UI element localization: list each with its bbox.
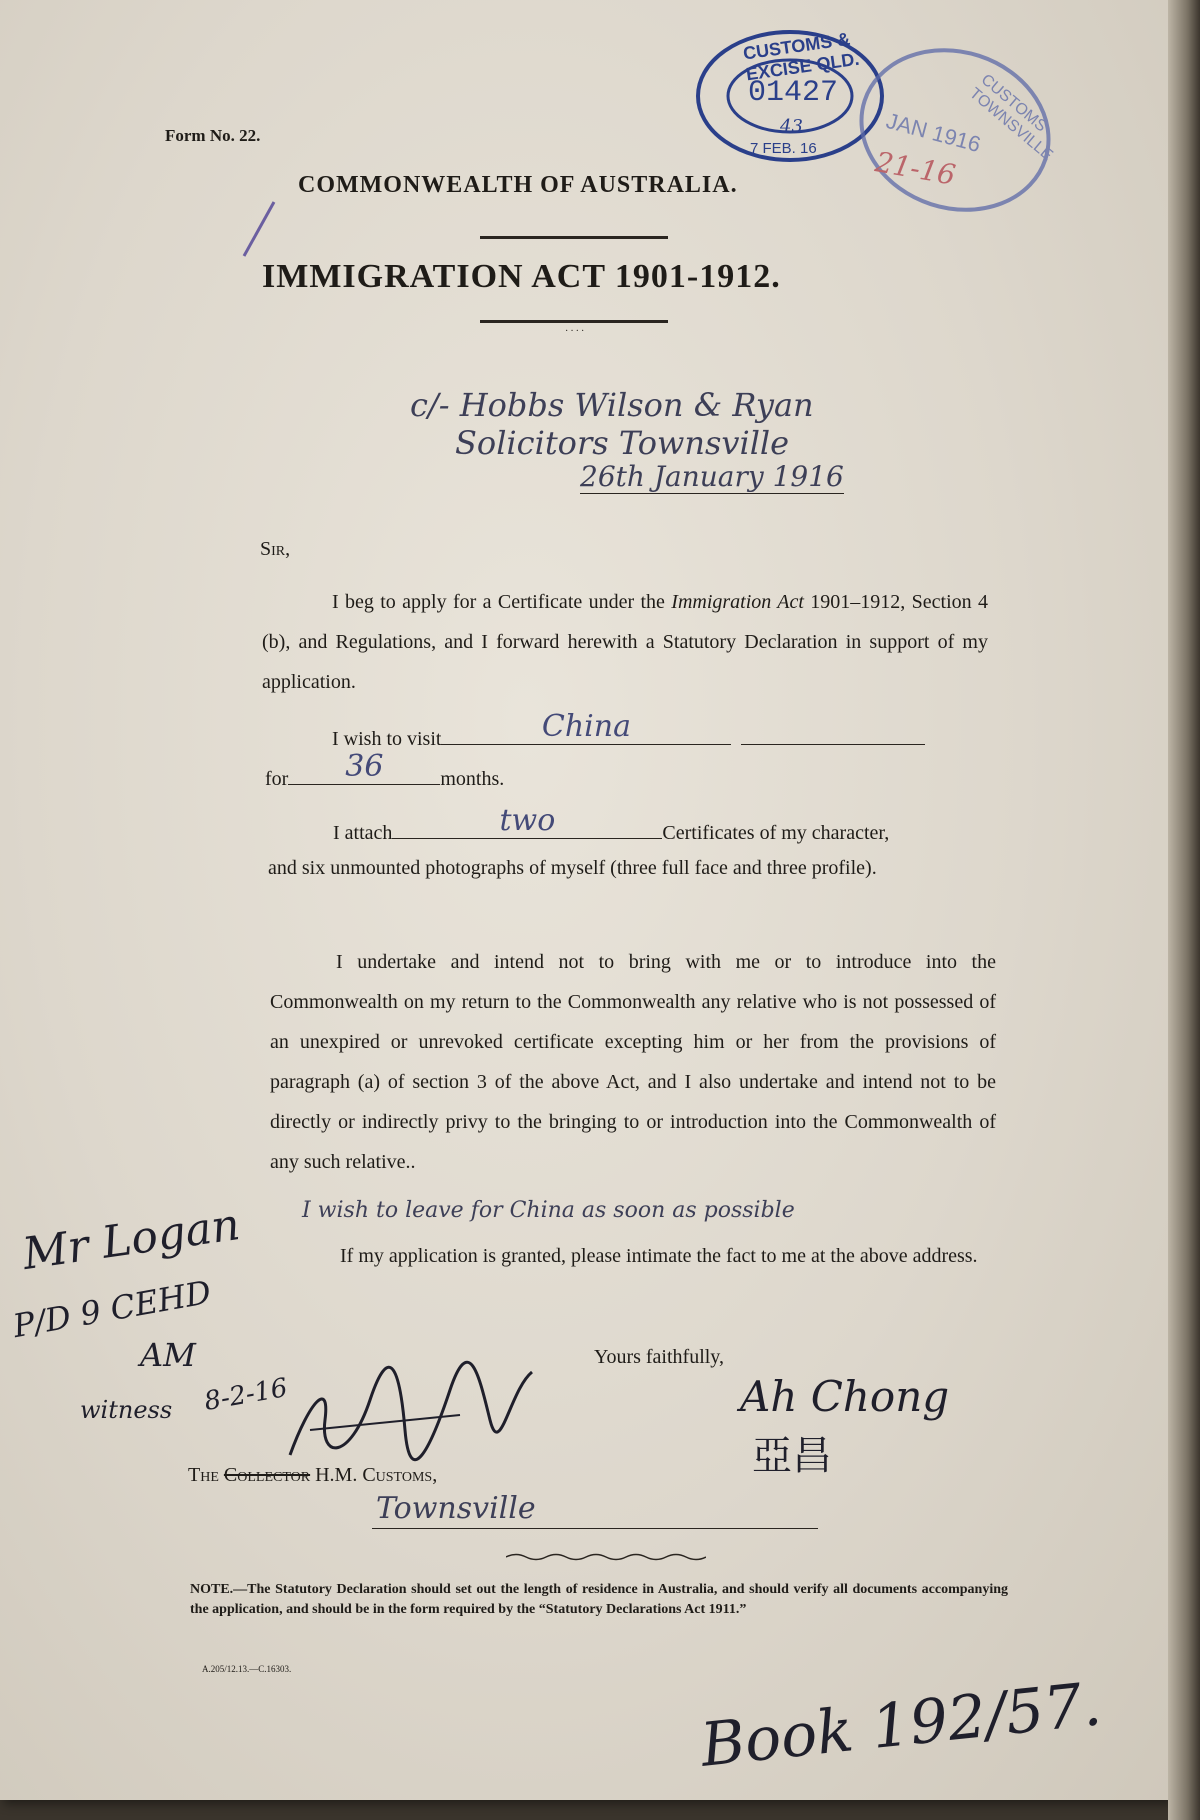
header-rule-bottom — [480, 320, 668, 323]
customs-stamp-number: 01427 — [748, 76, 839, 110]
customs-stamp-ring-text: CUSTOMS & EXCISE QLD. — [741, 28, 861, 85]
attach-count-field — [392, 803, 662, 839]
addressee-place: Townsville — [376, 1491, 536, 1526]
page-edge-shadow — [1168, 0, 1200, 1820]
address-line-3: 26th January 1916 — [580, 460, 844, 493]
note-divider — [506, 1550, 706, 1564]
visit-destination: China — [541, 709, 631, 744]
book-reference: Book 192/57. — [697, 1669, 1105, 1781]
margin-initials: Mr Logan — [19, 1199, 244, 1280]
pencil-mark — [240, 200, 280, 260]
addressee-line — [188, 1464, 437, 1487]
visit-extra-line-2 — [833, 722, 925, 745]
margin-code: P/D 9 CEHD — [10, 1272, 214, 1346]
paragraph-apply-prefix: I beg to apply for a Certificate under the — [332, 591, 672, 613]
address-line-1: c/- Hobbs Wilson & Ryan — [410, 386, 814, 424]
header-dots: ···· — [565, 326, 587, 337]
paragraph-apply — [262, 582, 988, 702]
paragraph-apply-act: Immigration Act — [671, 591, 804, 613]
months-line — [265, 749, 505, 791]
months-value: 36 — [345, 749, 384, 784]
header-act: IMMIGRATION ACT 1901-1912. — [262, 258, 781, 295]
townsville-stamp-ring-text: CUSTOMS TOWNSVILLE — [966, 71, 1056, 165]
attach-suffix: Certificates of my character, — [662, 822, 890, 844]
margin-witness: witness — [80, 1396, 173, 1424]
visit-extra-line-1 — [741, 722, 833, 745]
header-rule-top — [480, 236, 668, 239]
form-number: Form No. 22. — [165, 126, 261, 145]
customs-stamp-subnumber: 43 — [780, 116, 803, 137]
collector-scrawl-signature — [270, 1360, 540, 1470]
salutation: Sir, — [260, 538, 291, 560]
visit-destination-field — [441, 709, 731, 745]
townsville-stamp — [855, 40, 1065, 220]
print-code: A.205/12.13.—C.16303. — [202, 1664, 292, 1674]
visit-line — [332, 709, 925, 751]
customs-stamp-date: 7 FEB. 16 — [750, 140, 817, 157]
paragraph-granted: If my application is granted, please intimate the fact to me at the above address. — [340, 1245, 978, 1267]
townsville-stamp-red-mark: 21-16 — [872, 145, 958, 192]
months-field — [288, 749, 440, 785]
addressee-the: The — [188, 1464, 219, 1486]
visit-label: I wish to visit — [332, 728, 442, 750]
attach-line — [333, 803, 890, 845]
attach-count: two — [499, 803, 556, 838]
paragraph-apply-suffix: 1901–1912, Section 4 (b), and Regulations, and I forward herewith a Statutory Declaration in support of my application. — [262, 591, 988, 693]
addressee-collector: Collector — [223, 1464, 311, 1486]
for-label: for — [265, 768, 289, 790]
townsville-stamp-date: JAN 1916 — [883, 107, 984, 158]
attach-label: I attach — [333, 822, 393, 844]
margin-initial-sig: AM — [140, 1336, 196, 1374]
signature-english: Ah Chong — [740, 1372, 950, 1421]
header-country: COMMONWEALTH OF AUSTRALIA. — [298, 172, 738, 198]
addressee-hm-customs: H.M. Customs, — [315, 1464, 438, 1486]
signature-chinese: 亞昌 — [752, 1433, 832, 1479]
months-label: months. — [440, 768, 505, 790]
addressee-place-field — [372, 1492, 818, 1529]
address-line-2: Solicitors Townsville — [455, 424, 790, 462]
handwritten-note: I wish to leave for China as soon as possible — [302, 1198, 795, 1223]
statutory-note: NOTE.—The Statutory Declaration should set out the length of residence in Australia, and should verify all documents accompanying the application, and should be in the form required by the “Statutory Declarations Act 1911.” — [190, 1582, 1008, 1617]
attach-line-2: and six unmounted photographs of myself (three full face and three profile). — [268, 857, 877, 879]
margin-date: 8-2-16 — [202, 1372, 290, 1418]
closing: Yours faithfully, — [594, 1346, 725, 1368]
paragraph-undertake: I undertake and intend not to bring with me or to introduce into the Commonwealth on my return to the Commonwealth any relative who is not possessed of an unexpired or unrevoked certificate excepting him or her from the provisions of paragraph (a) of section 3 of the above Act, and I also undertake and intend not to be directly or indirectly privy to the bringing to or introduction into the Commonwealth of any such relative.. — [270, 951, 996, 1173]
